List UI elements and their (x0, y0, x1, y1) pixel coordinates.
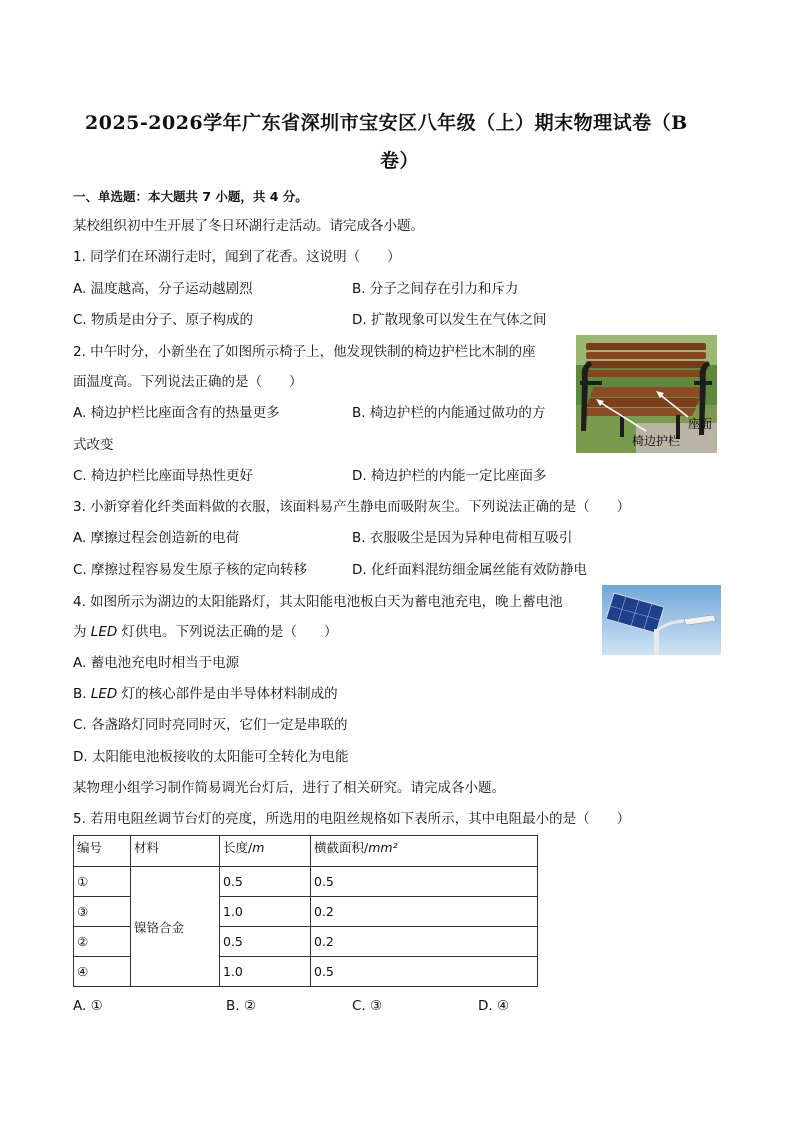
solar-lamp-image (602, 585, 721, 655)
header-area: 横截面积/mm² (311, 836, 538, 867)
q3-option-c: C. 摩擦过程容易发生原子核的定向转移 (73, 562, 308, 578)
cell-id: ④ (74, 957, 131, 987)
table-row (74, 867, 538, 897)
cell-area: 0.2 (311, 927, 538, 957)
q4-option-b: B. LED 灯的核心部件是由半导体材料制成的 (73, 686, 338, 702)
q3-stem: 3. 小新穿着化纤类面料做的衣服，该面料易产生静电而吸附灰尘。下列说法正确的是（ ） (73, 499, 631, 515)
resistance-wire-table (73, 835, 538, 987)
cell-id: ③ (74, 897, 131, 927)
exam-title-line1: 2025-2026学年广东省深圳市宝安区八年级（上）期末物理试卷（B (85, 112, 688, 134)
cell-area: 0.2 (311, 897, 538, 927)
q5-option-d: D. ④ (478, 998, 510, 1014)
q1-option-c: C. 物质是由分子、原子构成的 (73, 312, 254, 328)
q5-stem: 5. 若用电阻丝调节台灯的亮度，所选用的电阻丝规格如下表所示，其中电阻最小的是（ ） (73, 811, 631, 827)
solar-lamp-illustration (602, 585, 721, 655)
q2-option-a: A. 椅边护栏比座面含有的热量更多 (73, 405, 280, 421)
q5-option-a: A. ① (73, 998, 103, 1014)
q3-option-a: A. 摩擦过程会创造新的电荷 (73, 530, 240, 546)
q4-stem-line2: 为 LED 灯供电。下列说法正确的是（ ） (73, 624, 338, 640)
q4-option-a: A. 蓄电池充电时相当于电源 (73, 655, 240, 671)
q2-stem-line1: 2. 中午时分，小新坐在了如图所示椅子上，他发现铁制的椅边护栏比木制的座 (73, 344, 536, 360)
q3-option-b: B. 衣服吸尘是因为异种电荷相互吸引 (352, 530, 573, 546)
q1-option-b: B. 分子之间存在引力和斥力 (352, 281, 519, 297)
cell-area: 0.5 (311, 867, 538, 897)
bench-seat-label: 座面 (688, 417, 713, 431)
exam-title-line2: 卷） (380, 150, 420, 172)
q5-option-c: C. ③ (352, 998, 383, 1014)
cell-area: 0.5 (311, 957, 538, 987)
q5-option-b: B. ② (226, 998, 256, 1014)
group-intro-2: 某物理小组学习制作简易调光台灯后，进行了相关研究。请完成各小题。 (73, 780, 505, 796)
group-intro-1: 某校组织初中生开展了冬日环湖行走活动。请完成各小题。 (73, 218, 424, 234)
q2-option-b-line2: 式改变 (73, 437, 114, 453)
cell-length: 1.0 (220, 957, 311, 987)
header-id: 编号 (74, 836, 131, 867)
bench-image (576, 335, 717, 453)
section-header: 一、单选题：本大题共 7 小题，共 4 分。 (73, 189, 308, 204)
q1-option-d: D. 扩散现象可以发生在气体之间 (352, 312, 547, 328)
q4-stem-line1: 4. 如图所示为湖边的太阳能路灯，其太阳能电池板白天为蓄电池充电，晚上蓄电池 (73, 594, 563, 610)
table-header-row (74, 836, 538, 867)
header-material: 材料 (131, 836, 220, 867)
cell-length: 0.5 (220, 927, 311, 957)
q2-option-c: C. 椅边护栏比座面导热性更好 (73, 468, 254, 484)
cell-id: ② (74, 927, 131, 957)
q2-option-b-line1: B. 椅边护栏的内能通过做功的方 (352, 405, 546, 421)
q2-option-d: D. 椅边护栏的内能一定比座面多 (352, 468, 547, 484)
cell-id: ① (74, 867, 131, 897)
q2-stem-line2: 面温度高。下列说法正确的是（ ） (73, 374, 303, 390)
q4-option-c: C. 各盏路灯同时亮同时灭，它们一定是串联的 (73, 717, 348, 733)
q1-option-a: A. 温度越高，分子运动越剧烈 (73, 281, 253, 297)
cell-material: 镍铬合金 (131, 867, 220, 987)
bench-rail-label: 椅边护栏 (632, 434, 681, 448)
q3-option-d: D. 化纤面料混纺细金属丝能有效防静电 (352, 562, 587, 578)
header-length: 长度/m (220, 836, 311, 867)
q4-option-d: D. 太阳能电池板接收的太阳能可全转化为电能 (73, 749, 349, 765)
q1-stem: 1. 同学们在环湖行走时，闻到了花香。这说明（ ） (73, 249, 401, 265)
cell-length: 1.0 (220, 897, 311, 927)
cell-length: 0.5 (220, 867, 311, 897)
